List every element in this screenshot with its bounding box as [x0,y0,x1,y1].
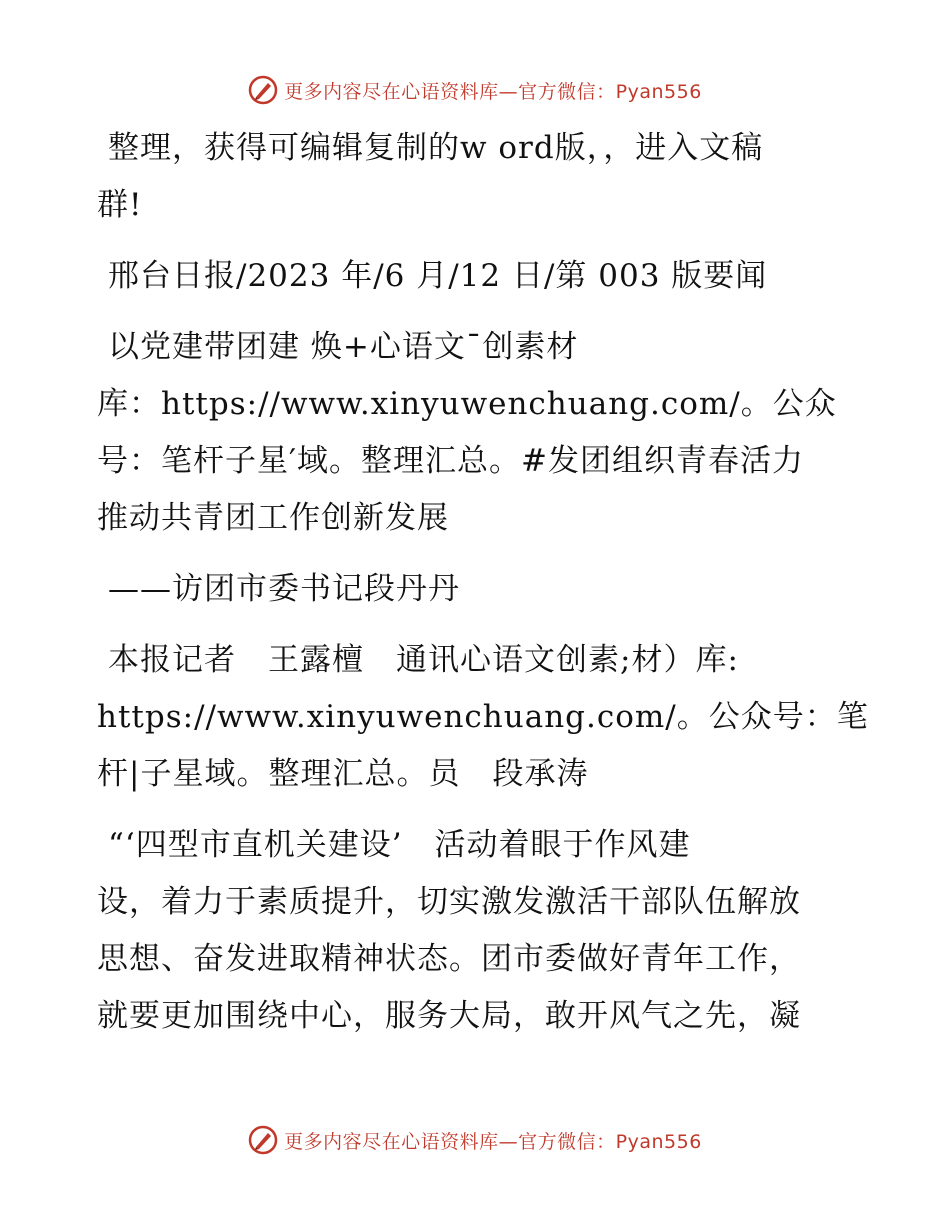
byline-line-1 [97,632,857,689]
footer-banner [0,1120,950,1160]
paragraph-line-3: 思想、奋发进取精神状态。团市委做好青年工作， [97,941,801,977]
paragraph-line-2: 设，着力于素质提升，切实激发激活干部队伍解放 [97,884,801,920]
header-account: Pyan556 [615,80,702,103]
byline-line-2: https://www.xinyuwenchuang.com/。公众号：笔 [97,699,869,735]
publication-line: 邢台日报/2023 年/6 月/12 日/第 003 版要闻 [108,258,768,294]
subtitle-line: ——访团市委书记段丹丹 [108,571,460,607]
byline-line-3: 杆|子星域。整理汇总。员 段承涛 [97,756,589,792]
byline-text-a: 本报记者 王露 [108,642,332,678]
headline-line-1: 以党建带团建 焕+心语文¯创素材 [108,329,579,365]
footer-banner-text: 更多内容尽在心语资料库—官方微信：Pyan556 [284,1130,702,1153]
headline-line-3: 号：笔杆子星′域。整理汇总。#发团组织青春活力 [97,443,805,479]
article-body [97,120,869,1045]
footer-account: Pyan556 [615,1130,702,1153]
header-banner [0,70,950,110]
header-banner-text: 更多内容尽在心语资料库—官方微信：Pyan556 [284,80,702,103]
text-line-2: 群! [97,187,143,223]
headline-line-2-text: 库：https://www.xinyuwenchuang.com/。公众 [97,386,837,422]
paragraph-line-4: 就要更加围绕中心，服务大局，敢开风气之先，凝 [97,998,801,1034]
byline-text-b: 檀 [332,642,364,678]
headline-line-4: 推动共青团工作创新发展 [97,500,449,536]
paragraph-line-1: “‘四型市直机关建设’ 活动着眼于作风建 [108,827,691,863]
pen-logo-icon [248,75,278,105]
headline-line-2 [97,376,857,433]
pen-logo-icon [248,1125,278,1155]
byline-text-c: 通讯心语文创素;材）库: [364,642,739,678]
text-line-1: 整理，获得可编辑复制的w ord版，，进入文稿 [108,130,764,166]
